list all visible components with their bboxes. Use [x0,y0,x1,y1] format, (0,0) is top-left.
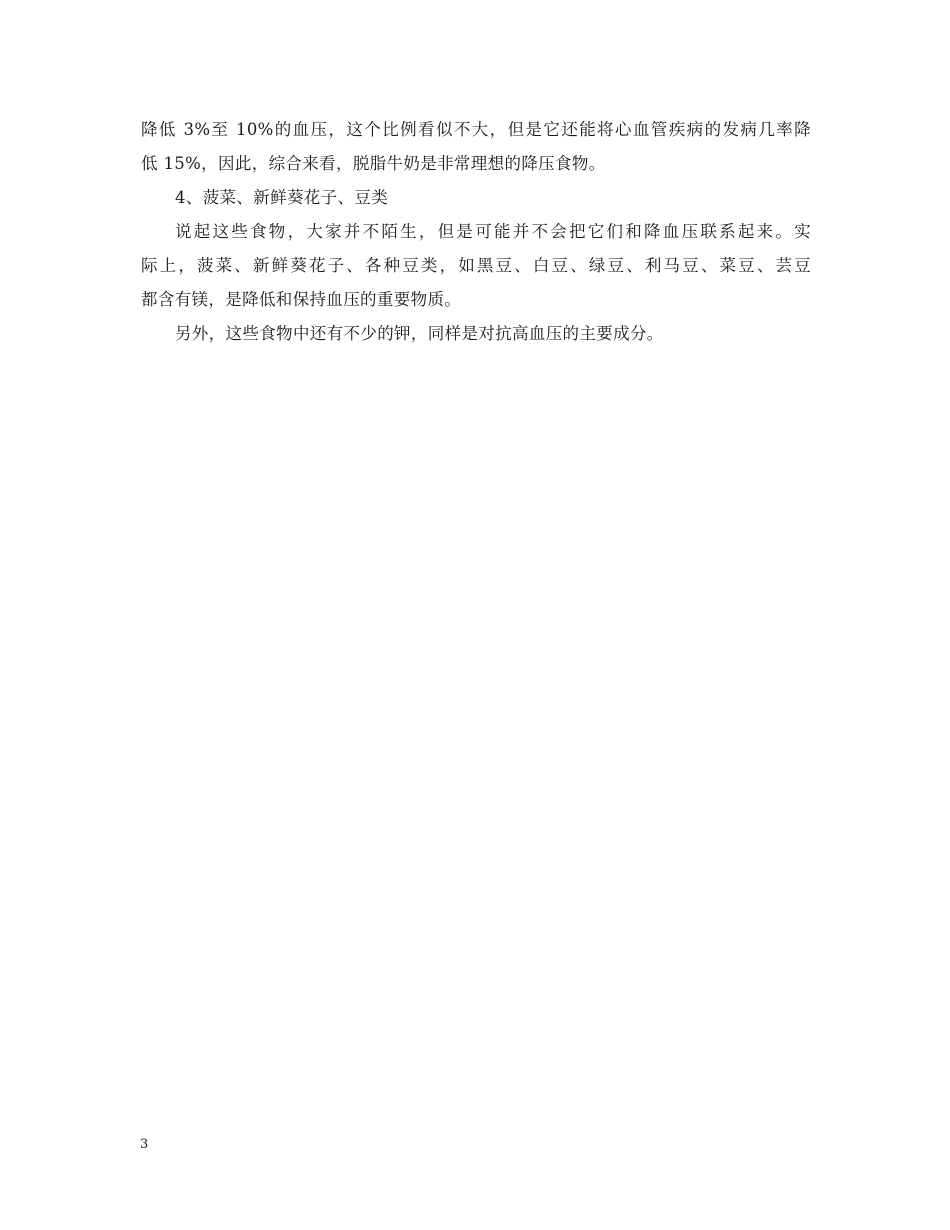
paragraph-line: 都含有镁，是降低和保持血压的重要物质。 [141,290,462,309]
paragraph-line: 降低 3%至 10%的血压，这个比例看似不大，但是它还能将心血管疾病的发病几率降 [141,120,811,139]
document-body [141,113,811,351]
paragraph-line: 际上，菠菜、新鲜葵花子、各种豆类，如黑豆、白豆、绿豆、利马豆、菜豆、芸豆 [141,256,811,275]
section-heading: 4、菠菜、新鲜葵花子、豆类 [175,188,389,207]
page-number: 3 [140,1137,149,1152]
paragraph-line: 另外，这些食物中还有不少的钾，同样是对抗高血压的主要成分。 [175,324,664,343]
paragraph-line: 说起这些食物，大家并不陌生，但是可能并不会把它们和降血压联系起来。实 [175,222,811,241]
paragraph-line: 低 15%，因此，综合来看，脱脂牛奶是非常理想的降压食物。 [141,154,606,173]
